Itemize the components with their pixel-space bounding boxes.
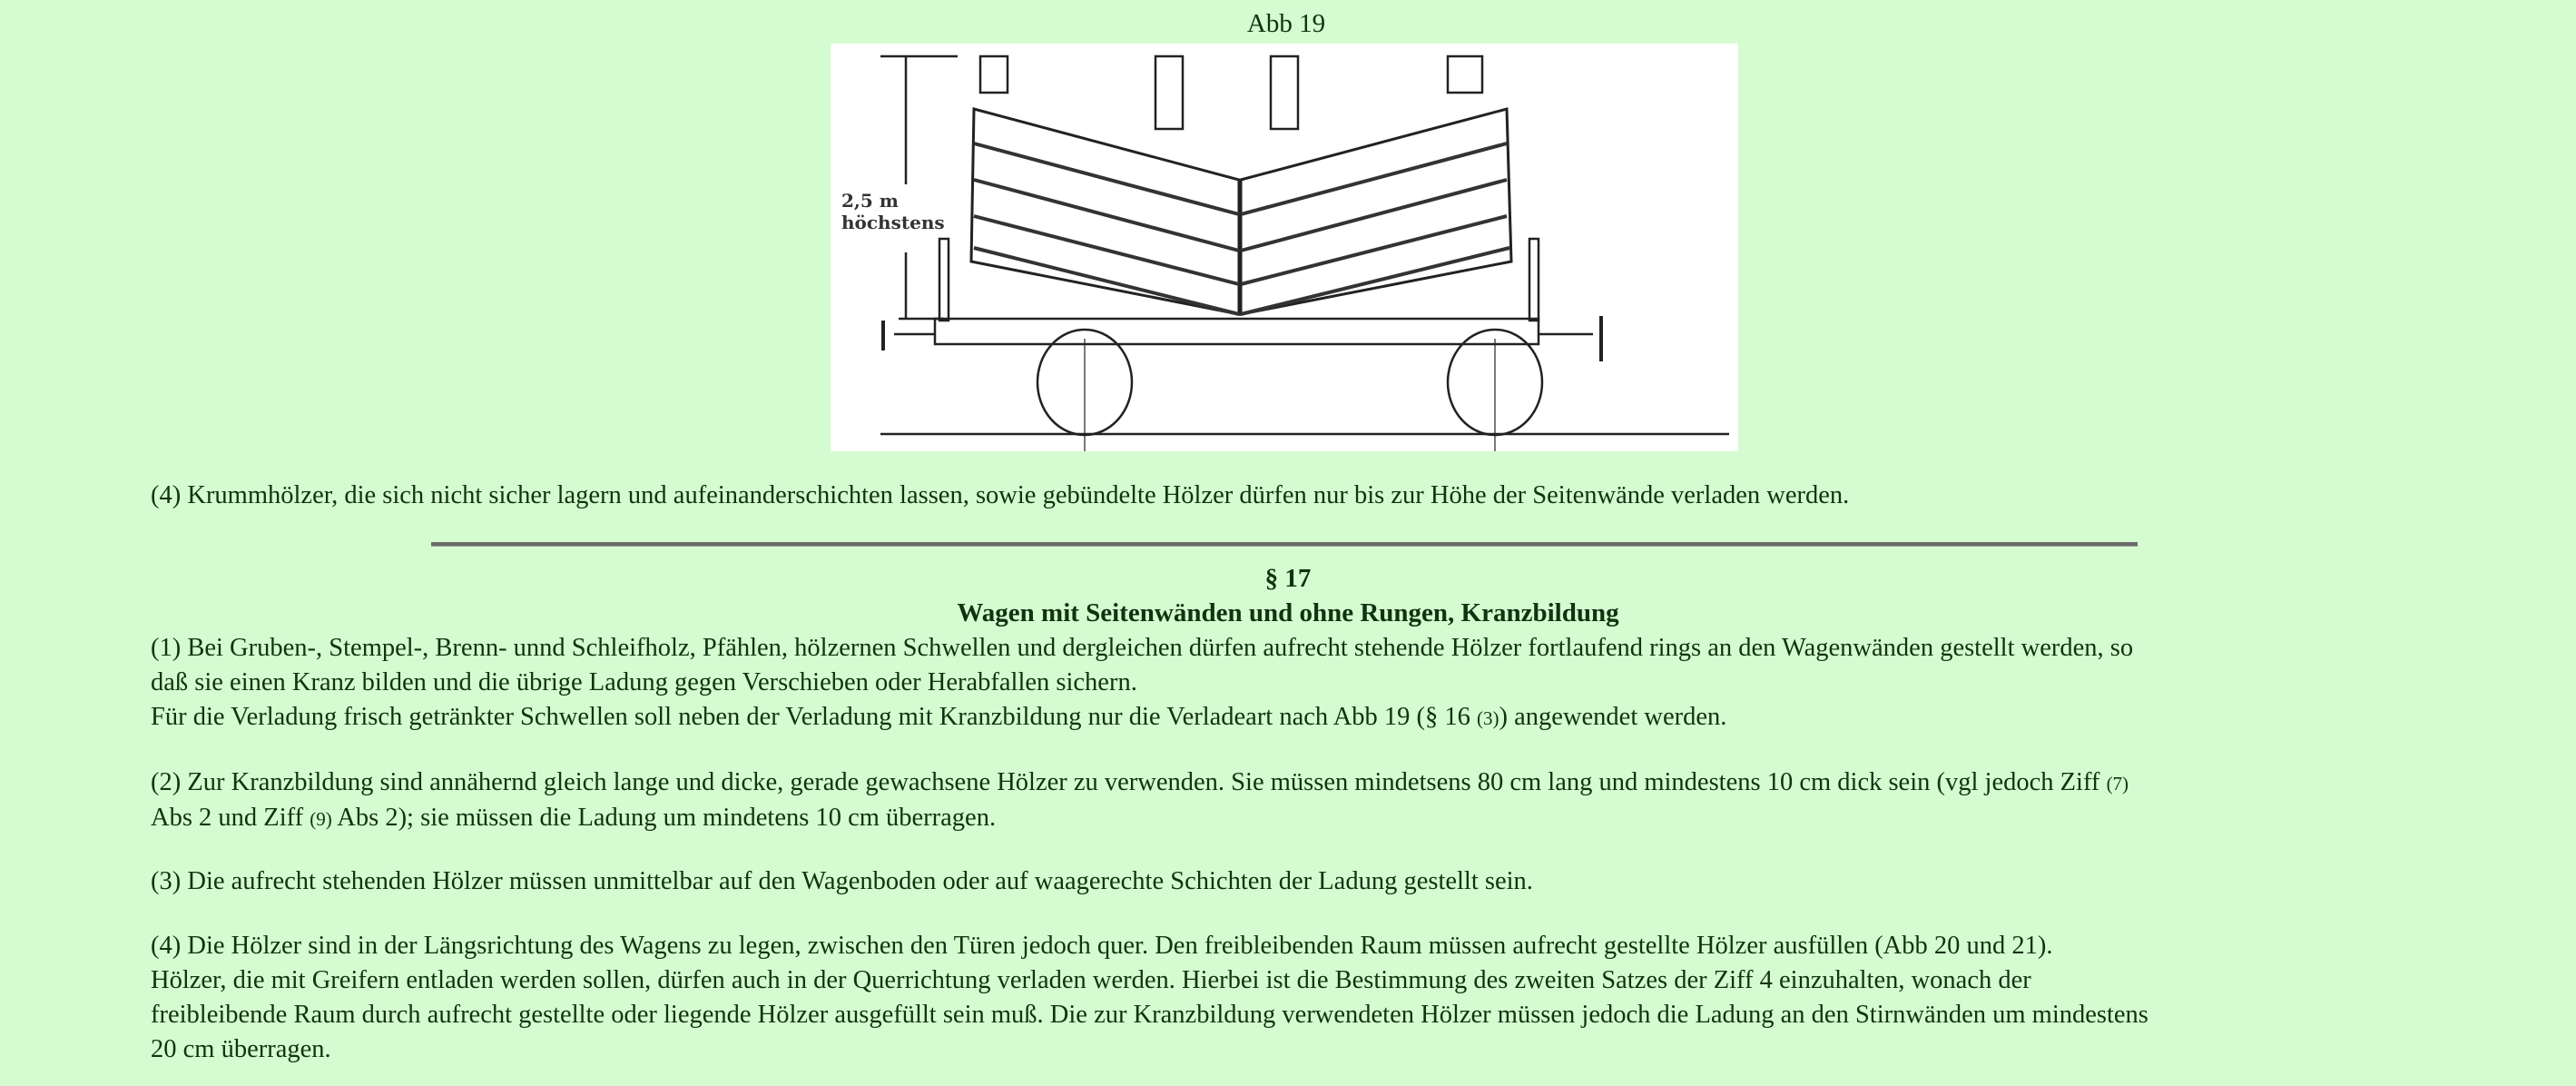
log-stack-left [971, 109, 1239, 314]
subsection-reference: (3) [1477, 707, 1499, 729]
figure-caption-text: Abb 19 [1246, 9, 1326, 38]
figure-wagon-drawing [831, 44, 1738, 451]
text-span: ) angewendet werden. [1499, 703, 1727, 731]
paragraph-4 [151, 929, 2420, 1067]
height-label-line2: höchstens [841, 212, 945, 233]
paragraph-1-line-2: daß sie einen Kranz bilden und die übrige Ladung gegen Verschieben oder Herabfallen sichern. [151, 668, 1137, 696]
section-title: Wagen mit Seitenwänden und ohne Rungen, Kranzbildung [957, 598, 1619, 627]
paragraph-2 [151, 765, 2420, 836]
wagon-frame [935, 319, 1539, 344]
section-number: § 17 [1264, 564, 1312, 593]
post-2 [1155, 56, 1183, 129]
paragraph-4-line-1: (4) Die Hölzer sind in der Längsrichtung des Wagens zu legen, zwischen den Türen jedoch quer. Den freibleibenden Raum müssen aufrecht gestellte Hölzer ausfüllen (Abb 20 und 21). [151, 932, 2053, 960]
text-span: Für die Verladung frisch getränkter Schwellen soll neben der Verladung mit Kranzbildung nur die Verladeart nach Abb 19 (§ 16 [151, 703, 1478, 731]
wagon-illustration [831, 44, 1738, 451]
figure-caption [0, 5, 2576, 42]
post-1 [980, 56, 1008, 93]
paragraph-3 [151, 864, 2420, 899]
previous-section-paragraph-4: (4) Krummhölzer, die sich nicht sicher lagern und aufeinanderschichten lassen, sowie gebündelte Hölzer dürfen nur bis zur Höhe der Seitenwände verladen werden. [151, 481, 1850, 509]
log-stack-right [1241, 109, 1511, 314]
subsection-reference: (7) [2106, 773, 2129, 795]
post-3 [1271, 56, 1298, 129]
paragraph-1-line-1: (1) Bei Gruben-, Stempel-, Brenn- unnd Schleifholz, Pfählen, hölzernen Schwellen und dergleichen dürfen aufrecht stehende Hölzer fortlaufend rings an den Wagenwänden gestellt werden, so [151, 634, 2134, 662]
horizontal-divider [431, 542, 2138, 547]
paragraph-4-line-3: freibleibende Raum durch aufrecht gestellte oder liegende Hölzer ausgefüllt sein muß. Die zur Kranzbildung verwendeten Hölzer müssen jedoch die Ladung an den Stirnwänden um mindestens [151, 1001, 2148, 1029]
paragraph-4-line-2: Hölzer, die mit Greifern entladen werden sollen, dürfen auch in der Querrichtung verladen werden. Hierbei ist die Bestimmung des zweiten Satzes der Ziff 4 einzuhalten, wonach der [151, 966, 2031, 994]
side-wall-left [939, 239, 949, 321]
text-span: Abs 2 und Ziff [151, 804, 310, 832]
text-span: Abs 2); sie müssen die Ladung um mindetens 10 cm überragen. [331, 804, 997, 832]
subsection-reference: (9) [310, 808, 332, 830]
paragraph-4-line-4: 20 cm überragen. [151, 1035, 331, 1063]
paragraph-2-line-2 [151, 801, 2420, 836]
paragraph-1-sentence-2 [151, 700, 2420, 736]
paragraph-2-line-1 [151, 765, 2420, 801]
paragraph-3-text: (3) Die aufrecht stehenden Hölzer müssen unmittelbar auf den Wagenboden oder auf waagerechte Schichten der Ladung gestellt sein. [151, 867, 1533, 895]
paragraph-1 [151, 631, 2420, 736]
side-wall-right [1529, 239, 1539, 321]
post-4 [1448, 56, 1482, 93]
text-span: (2) Zur Kranzbildung sind annähernd gleich lange und dicke, gerade gewachsene Hölzer zu verwenden. Sie müssen mindetsens 80 cm lang und mindestens 10 cm dick sein (vgl jedoch Ziff [151, 768, 2107, 796]
height-label-line1: 2,5 m [841, 190, 899, 212]
